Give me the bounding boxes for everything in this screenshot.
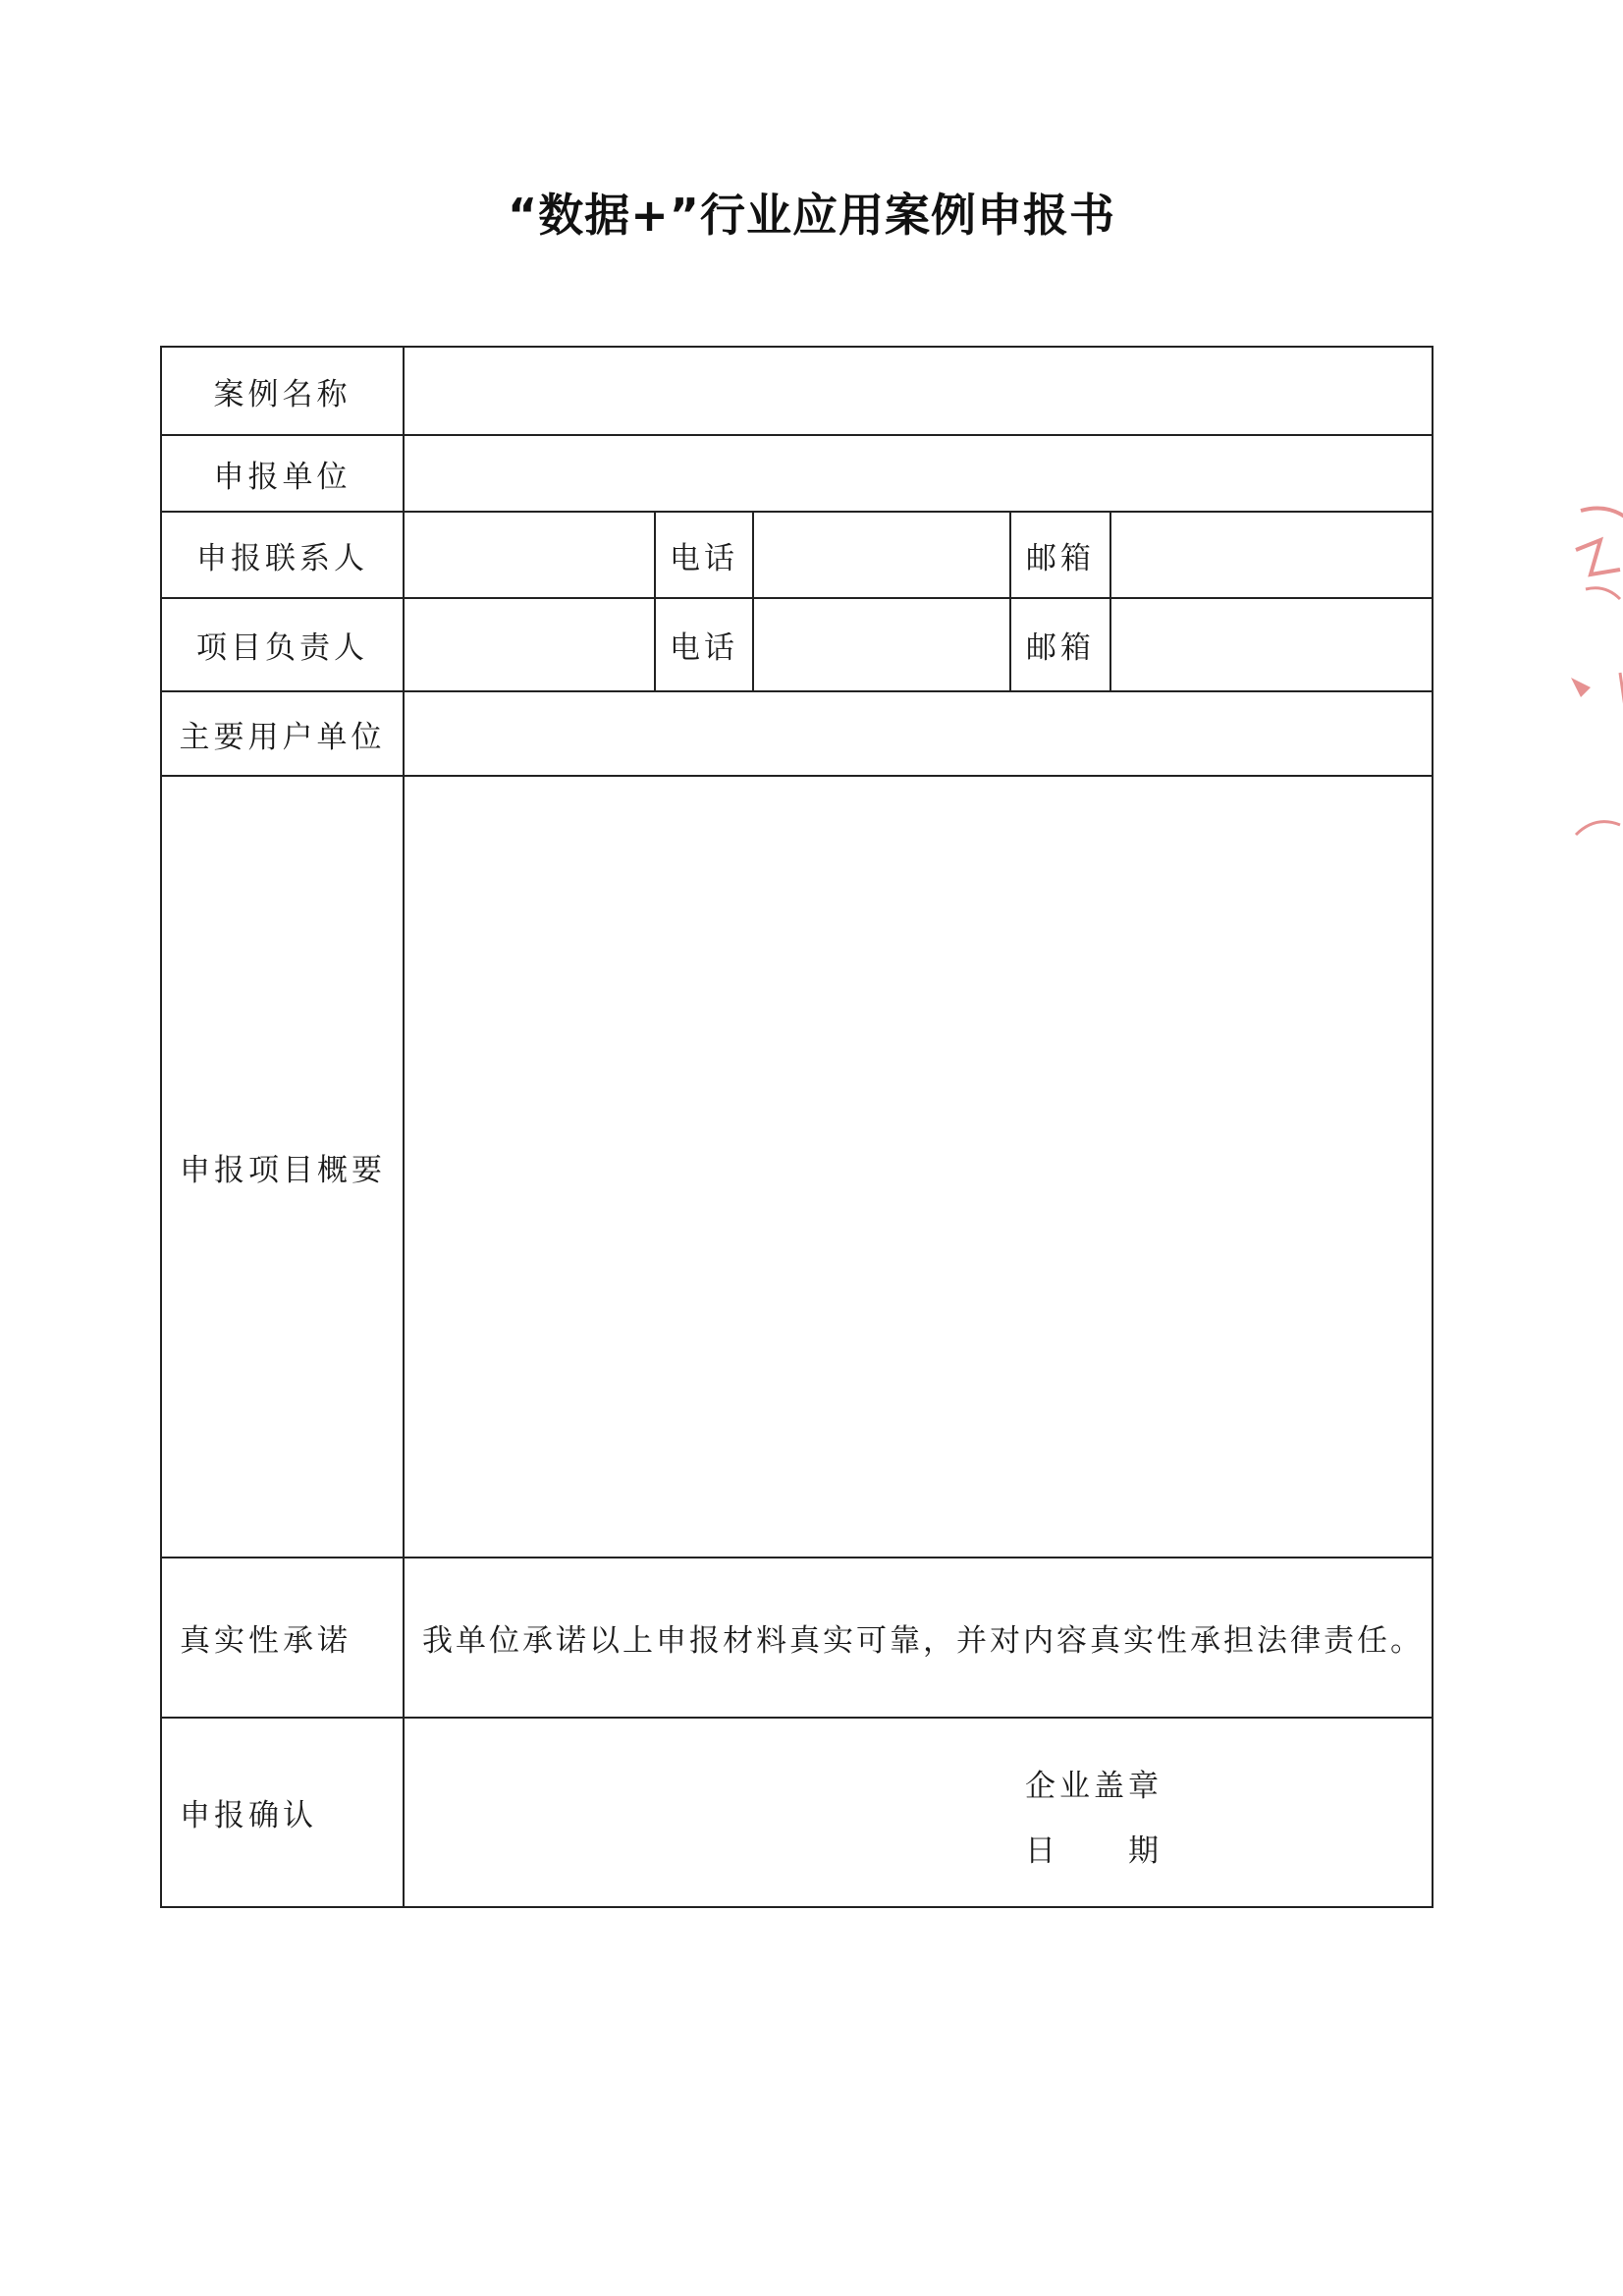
main-user-field[interactable]	[404, 691, 1433, 776]
contact-field[interactable]	[404, 512, 655, 598]
application-form	[160, 346, 1434, 1908]
row-authenticity	[161, 1558, 1433, 1718]
case-name-field[interactable]	[404, 347, 1433, 435]
row-contact	[161, 512, 1433, 598]
contact-email-label: 邮箱	[1010, 512, 1110, 598]
confirm-field[interactable]	[404, 1718, 1433, 1907]
leader-label: 项目负责人	[161, 598, 404, 691]
contact-label: 申报联系人	[161, 512, 404, 598]
date-row	[1025, 1819, 1163, 1884]
row-main-user	[161, 691, 1433, 776]
applicant-unit-field[interactable]	[404, 435, 1433, 512]
row-summary	[161, 776, 1433, 1558]
page-title: “数据+”行业应用案例申报书	[507, 189, 1115, 242]
leader-email-label: 邮箱	[1010, 598, 1110, 691]
leader-phone-label: 电话	[655, 598, 753, 691]
confirm-label: 申报确认	[161, 1718, 404, 1907]
date-label-1: 日	[1025, 1833, 1059, 1869]
leader-email-field[interactable]	[1110, 598, 1433, 691]
row-leader	[161, 598, 1433, 691]
contact-email-field[interactable]	[1110, 512, 1433, 598]
leader-field[interactable]	[404, 598, 655, 691]
date-label-2: 期	[1128, 1833, 1163, 1869]
row-case-name	[161, 347, 1433, 435]
red-seal-fragment-icon	[1561, 491, 1623, 864]
contact-phone-label: 电话	[655, 512, 753, 598]
authenticity-label: 真实性承诺	[161, 1558, 404, 1718]
summary-field[interactable]	[404, 776, 1433, 1558]
authenticity-statement: 我单位承诺以上申报材料真实可靠，并对内容真实性承担法律责任。	[404, 1558, 1433, 1718]
case-name-label: 案例名称	[161, 347, 404, 435]
contact-phone-field[interactable]	[753, 512, 1010, 598]
row-applicant-unit	[161, 435, 1433, 512]
confirm-lines	[1025, 1754, 1163, 1884]
seal-label: 企业盖章	[1025, 1769, 1163, 1804]
leader-phone-field[interactable]	[753, 598, 1010, 691]
main-user-label: 主要用户单位	[161, 691, 404, 776]
applicant-unit-label: 申报单位	[161, 435, 404, 512]
summary-label: 申报项目概要	[161, 776, 404, 1558]
row-confirm	[161, 1718, 1433, 1907]
